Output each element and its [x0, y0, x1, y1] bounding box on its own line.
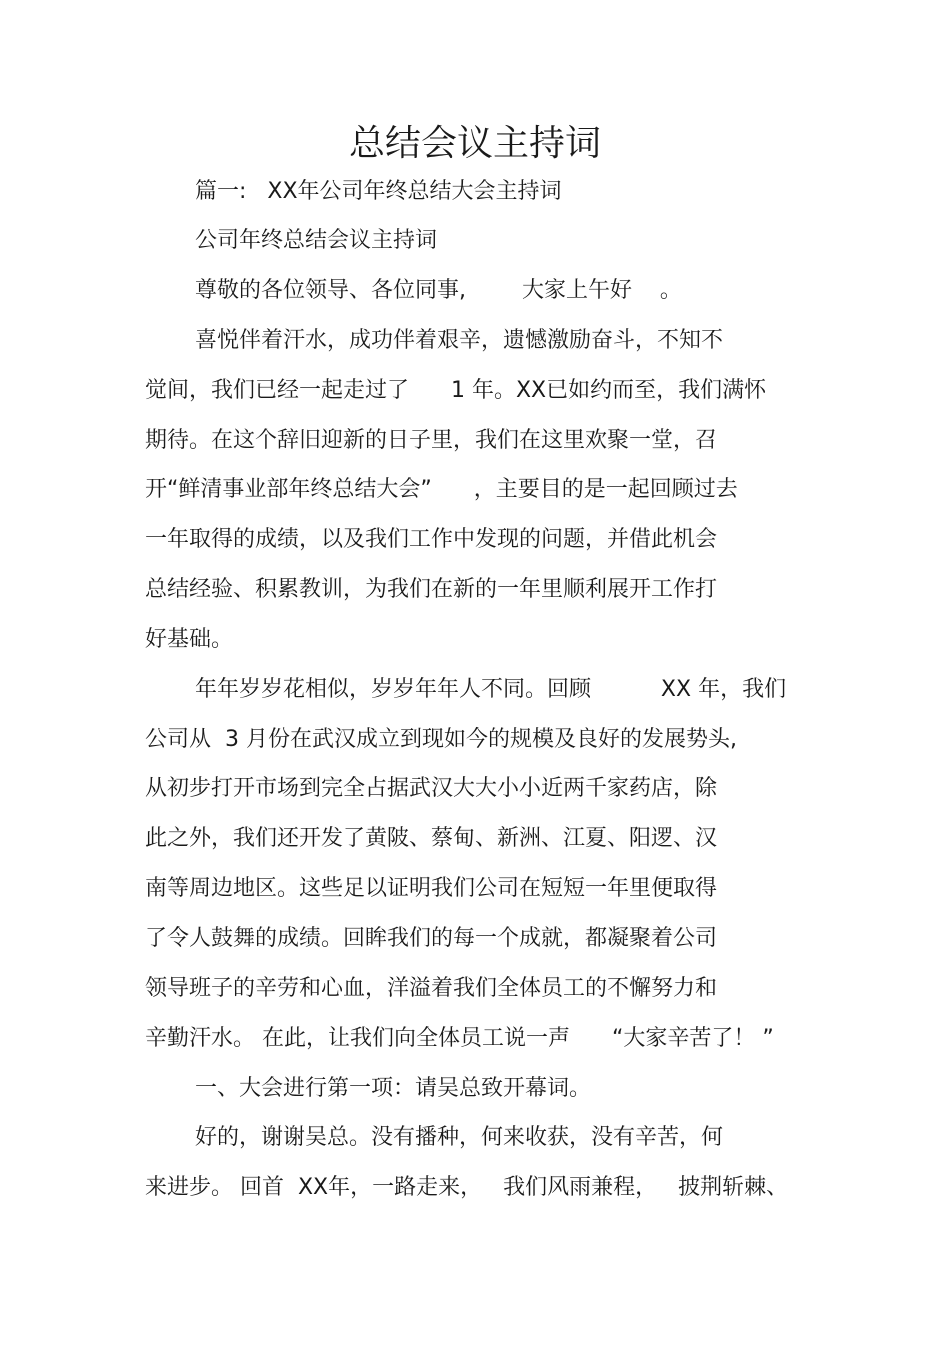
- document-line: 辛勤汗水。 在此，让我们向全体员工说一声 “大家辛苦了！ ”: [145, 1026, 774, 1051]
- document-line: 来进步。 回首 XX年，一路走来， 我们风雨兼程， 披荆斩棘、: [145, 1175, 789, 1200]
- document-line: 好的，谢谢吴总。没有播种，何来收获，没有辛苦，何: [195, 1125, 724, 1150]
- document-line: 公司从 3 月份在武汉成立到现如今的规模及良好的发展势头,: [145, 727, 737, 752]
- document-line: 此之外，我们还开发了黄陂、蔡甸、新洲、江夏、阳逻、汉: [145, 826, 718, 851]
- document-line: 一年取得的成绩，以及我们工作中发现的问题，并借此机会: [145, 527, 718, 552]
- document-line: 好基础。: [145, 627, 234, 652]
- document-title: 总结会议主持词: [348, 123, 601, 164]
- document-line: 开“鲜清事业部年终总结大会” ，主要目的是一起回顾过去: [145, 477, 738, 502]
- document-line: 了令人鼓舞的成绩。回眸我们的每一个成就，都凝聚着公司: [145, 926, 718, 951]
- document-line: 公司年终总结会议主持词: [195, 228, 438, 253]
- document-line: 南等周边地区。这些足以证明我们公司在短短一年里便取得: [145, 876, 718, 901]
- document-line: 从初步打开市场到完全占据武汉大大小小近两千家药店，除: [145, 776, 718, 801]
- document-line: 年年岁岁花相似，岁岁年年人不同。回顾 XX 年，我们: [195, 677, 787, 702]
- document-line: 篇一: XX年公司年终总结大会主持词: [195, 179, 562, 204]
- document-line: 一、大会进行第一项：请吴总致开幕词。: [195, 1076, 592, 1101]
- document-line: 觉间，我们已经一起走过了 1 年。XX已如约而至，我们满怀: [145, 378, 767, 403]
- document-line: 期待。在这个辞旧迎新的日子里，我们在这里欢聚一堂，召: [145, 428, 718, 453]
- document-line: 尊敬的各位领导、各位同事, 大家上午好 。: [195, 278, 682, 303]
- document-line: 总结经验、积累教训，为我们在新的一年里顺利展开工作打: [145, 577, 718, 602]
- document-line: 领导班子的辛劳和心血，洋溢着我们全体员工的不懈努力和: [145, 976, 718, 1001]
- document-line: 喜悦伴着汗水，成功伴着艰辛，遗憾激励奋斗，不知不: [195, 328, 724, 353]
